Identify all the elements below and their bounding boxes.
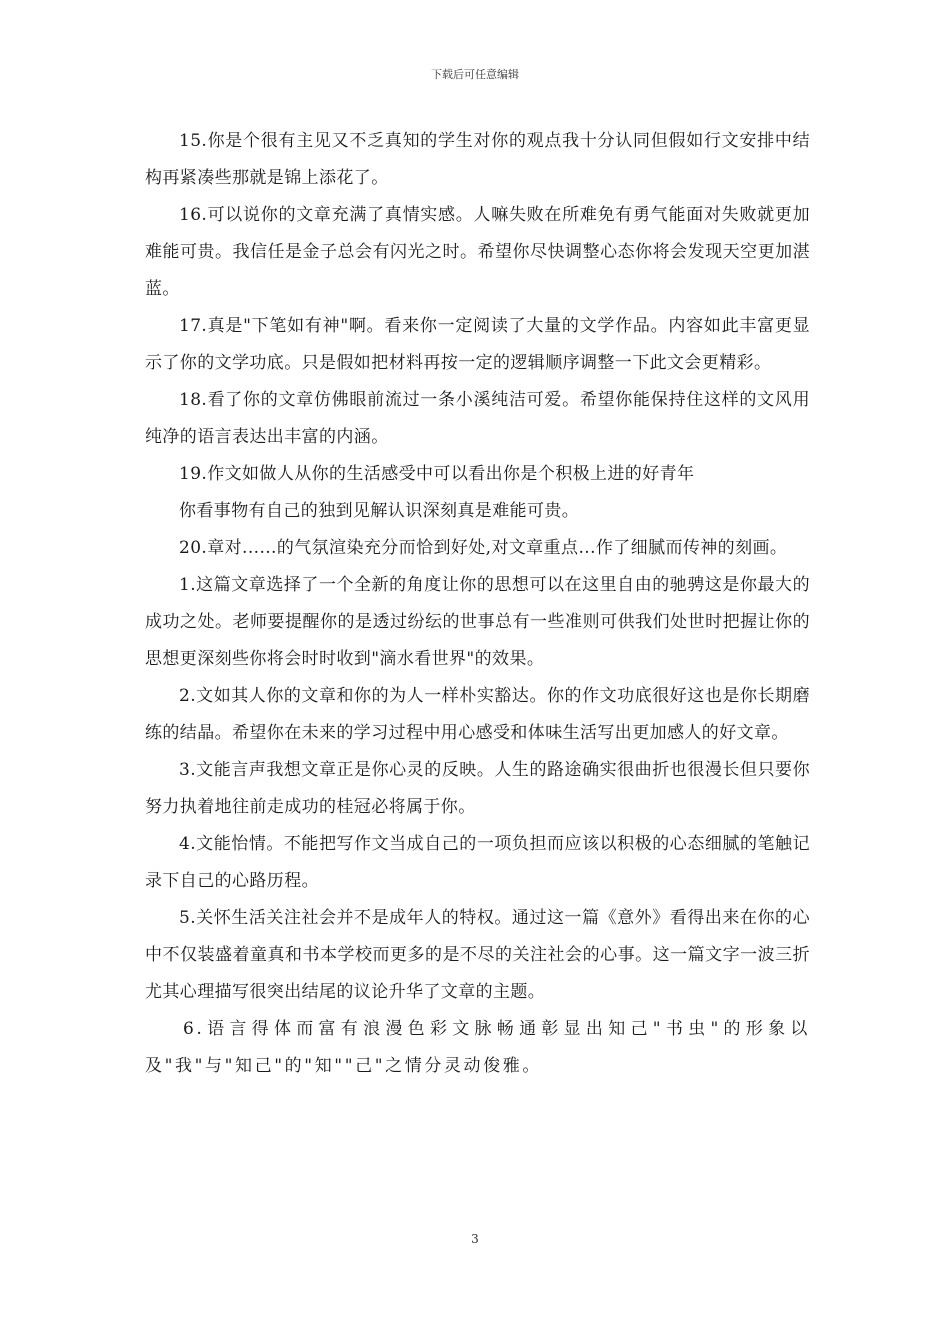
comment-paragraph-20: 20.章对......的气氛渲染充分而恰到好处,对文章重点...作了细腻而传神的刻画。 [179,538,788,558]
comment-paragraph-2: 2.文如其人你的文章和你的为人一样朴实豁达。你的作文功底很好这也是你长期磨练的结晶。希望你在未来的学习过程中用心感受和体味生活写出更加感人的好文章。 [145,686,810,743]
comment-paragraph-5: 5.关怀生活关注社会并不是成年人的特权。通过这一篇《意外》看得出来在你的心中不仅装盛着童真和书本学校而更多的是不尽的关注社会的心事。这一篇文字一波三折尤其心理描写很突出结尾的议论升华了文章的主题。 [145,908,810,1002]
comment-paragraph-18: 18.看了你的文章仿佛眼前流过一条小溪纯洁可爱。希望你能保持住这样的文风用纯净的语言表达出丰富的内涵。 [145,390,810,447]
comment-paragraph-19-continued: 你看事物有自己的独到见解认识深刻真是难能可贵。 [179,501,580,521]
document-body [145,123,810,1085]
comment-paragraph-3: 3.文能言声我想文章正是你心灵的反映。人生的路途确实很曲折也很漫长但只要你努力执着地往前走成功的桂冠必将属于你。 [145,760,810,817]
comment-paragraph-6: 6.语言得体而富有浪漫色彩文脉畅通彰显出知己"书虫"的形象以及"我"与"知己"的"知""己"之情分灵动俊雅。 [145,1019,810,1076]
comment-paragraph-1: 1.这篇文章选择了一个全新的角度让你的思想可以在这里自由的驰骋这是你最大的成功之处。老师要提醒你的是透过纷纭的世事总有一些准则可供我们处世时把握让你的思想更深刻些你将会时时收到"滴水看世界"的效果。 [145,575,810,669]
comment-paragraph-15: 15.你是个很有主见又不乏真知的学生对你的观点我十分认同但假如行文安排中结构再紧凑些那就是锦上添花了。 [145,131,810,188]
comment-paragraph-4: 4.文能怡情。不能把写作文当成自己的一项负担而应该以积极的心态细腻的笔触记录下自己的心路历程。 [145,834,810,891]
comment-paragraph-16: 16.可以说你的文章充满了真情实感。人嘛失败在所难免有勇气能面对失败就更加难能可贵。我信任是金子总会有闪光之时。希望你尽快调整心态你将会发现天空更加湛蓝。 [145,205,810,299]
comment-paragraph-17: 17.真是"下笔如有神"啊。看来你一定阅读了大量的文学作品。内容如此丰富更显示了你的文学功底。只是假如把材料再按一定的逻辑顺序调整一下此文会更精彩。 [145,316,810,373]
page-header: 下载后可任意编辑 [431,68,519,81]
page-number: 3 [471,1232,479,1246]
comment-paragraph-19: 19.作文如做人从你的生活感受中可以看出你是个积极上进的好青年 [179,464,695,484]
